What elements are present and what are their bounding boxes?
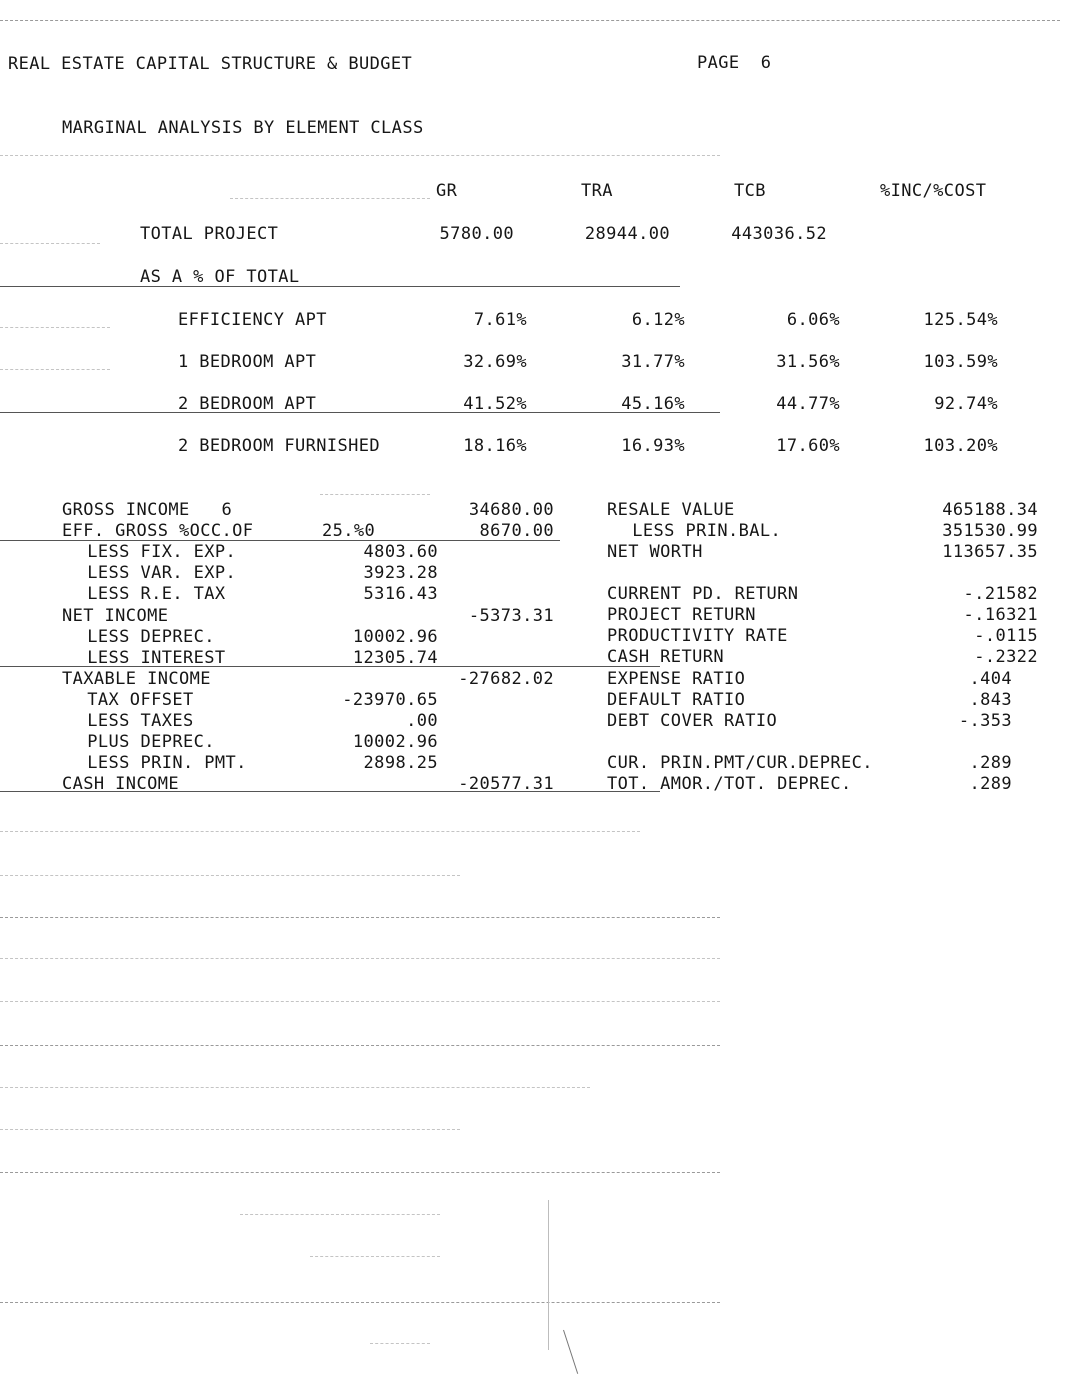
income-label: NET INCOME xyxy=(62,606,169,626)
income-label: TAXABLE INCOME xyxy=(62,669,211,689)
class-inc-cost: 103.20% xyxy=(923,436,998,456)
income-amount: .00 xyxy=(406,711,438,731)
total-project-label: TOTAL PROJECT xyxy=(140,224,279,244)
paper-rule xyxy=(320,494,430,495)
summary-label: DEFAULT RATIO xyxy=(607,690,746,710)
class-inc-cost: 92.74% xyxy=(934,394,998,414)
summary-value: 465188.34 xyxy=(942,500,1038,520)
income-amount: -23970.65 xyxy=(342,690,438,710)
paper-rule xyxy=(0,1172,720,1173)
income-total: 8670.00 xyxy=(479,521,554,541)
paper-rule xyxy=(0,1045,720,1046)
column-header-inc-cost: %INC/%COST xyxy=(880,181,987,201)
paper-rule xyxy=(0,1302,720,1303)
income-label: LESS PRIN. PMT. xyxy=(66,753,247,773)
summary-label: PROJECT RETURN xyxy=(607,605,756,625)
report-subtitle: MARGINAL ANALYSIS BY ELEMENT CLASS xyxy=(62,118,424,138)
total-project-gr: 5780.00 xyxy=(439,224,514,244)
paper-rule xyxy=(0,875,460,876)
class-label: EFFICIENCY APT xyxy=(178,310,327,330)
paper-rule xyxy=(0,1129,460,1130)
summary-value: 351530.99 xyxy=(942,521,1038,541)
income-amount: 12305.74 xyxy=(352,648,438,668)
class-tra-pct: 45.16% xyxy=(621,394,685,414)
paper-rule xyxy=(0,917,720,918)
class-tra-pct: 16.93% xyxy=(621,436,685,456)
summary-label: DEBT COVER RATIO xyxy=(607,711,778,731)
income-amount: 10002.96 xyxy=(352,732,438,752)
paper-rule xyxy=(0,1001,720,1002)
summary-value: .289 xyxy=(969,774,1012,794)
class-gr-pct: 18.16% xyxy=(463,436,527,456)
summary-value: -.16321 xyxy=(963,605,1038,625)
report-title: REAL ESTATE CAPITAL STRUCTURE & BUDGET xyxy=(8,54,413,74)
income-total: -27682.02 xyxy=(458,669,554,689)
summary-label: PRODUCTIVITY RATE xyxy=(607,626,788,646)
income-label: LESS DEPREC. xyxy=(66,627,215,647)
column-header-tcb: TCB xyxy=(734,181,766,201)
class-label: 2 BEDROOM FURNISHED xyxy=(178,436,381,456)
perforation-rule xyxy=(0,20,1060,21)
summary-value: -.353 xyxy=(958,711,1012,731)
page-number: PAGE 6 xyxy=(697,53,772,73)
summary-label: EXPENSE RATIO xyxy=(607,669,746,689)
percent-heading: AS A % OF TOTAL xyxy=(140,267,300,287)
column-header-gr: GR xyxy=(436,181,458,201)
paper-crease-mark xyxy=(548,1200,549,1350)
income-total: -5373.31 xyxy=(468,606,554,626)
paper-rule xyxy=(0,327,110,328)
class-inc-cost: 103.59% xyxy=(923,352,998,372)
summary-label: NET WORTH xyxy=(607,542,703,562)
income-label: GROSS INCOME 6 xyxy=(62,500,233,520)
income-label: EFF. GROSS %OCC.OF xyxy=(62,521,254,541)
class-tcb-pct: 31.56% xyxy=(776,352,840,372)
summary-value: -.0115 xyxy=(974,626,1038,646)
paper-rule xyxy=(240,1214,440,1215)
income-label: LESS FIX. EXP. xyxy=(66,542,237,562)
income-label: LESS TAXES xyxy=(66,711,194,731)
income-total: -20577.31 xyxy=(458,774,554,794)
summary-label: TOT. AMOR./TOT. DEPREC. xyxy=(607,774,852,794)
paper-rule xyxy=(0,1087,590,1088)
paper-rule xyxy=(0,369,110,370)
income-label: LESS INTEREST xyxy=(66,648,226,668)
class-gr-pct: 32.69% xyxy=(463,352,527,372)
class-gr-pct: 7.61% xyxy=(473,310,527,330)
income-amount: 2898.25 xyxy=(363,753,438,773)
income-amount: 5316.43 xyxy=(363,584,438,604)
income-amount: 10002.96 xyxy=(352,627,438,647)
class-tra-pct: 6.12% xyxy=(631,310,685,330)
summary-value: .843 xyxy=(969,690,1012,710)
income-label: PLUS DEPREC. xyxy=(66,732,215,752)
class-label: 2 BEDROOM APT xyxy=(178,394,317,414)
paper-crease-mark xyxy=(563,1330,578,1374)
income-amount: 3923.28 xyxy=(363,563,438,583)
income-amount: 4803.60 xyxy=(363,542,438,562)
paper-rule xyxy=(0,958,720,959)
summary-label: RESALE VALUE xyxy=(607,500,735,520)
total-project-tcb: 443036.52 xyxy=(731,224,827,244)
class-tcb-pct: 6.06% xyxy=(786,310,840,330)
income-total: 34680.00 xyxy=(468,500,554,520)
class-tcb-pct: 17.60% xyxy=(776,436,840,456)
summary-value: -.2322 xyxy=(974,647,1038,667)
summary-label: CASH RETURN xyxy=(607,647,724,667)
income-label: TAX OFFSET xyxy=(66,690,194,710)
paper-rule xyxy=(0,831,640,832)
summary-value: .404 xyxy=(969,669,1012,689)
summary-label: CUR. PRIN.PMT/CUR.DEPREC. xyxy=(607,753,873,773)
summary-value: .289 xyxy=(969,753,1012,773)
paper-rule xyxy=(230,198,430,199)
class-gr-pct: 41.52% xyxy=(463,394,527,414)
class-label: 1 BEDROOM APT xyxy=(178,352,317,372)
underline-rule xyxy=(0,286,680,287)
class-inc-cost: 125.54% xyxy=(923,310,998,330)
summary-label: CURRENT PD. RETURN xyxy=(607,584,799,604)
summary-value: 113657.35 xyxy=(942,542,1038,562)
paper-rule xyxy=(0,155,720,156)
total-project-tra: 28944.00 xyxy=(584,224,670,244)
class-tcb-pct: 44.77% xyxy=(776,394,840,414)
paper-rule xyxy=(310,1256,440,1257)
class-tra-pct: 31.77% xyxy=(621,352,685,372)
income-label: CASH INCOME xyxy=(62,774,179,794)
occupancy-rate: 25.%0 xyxy=(322,521,376,541)
paper-rule xyxy=(370,1343,430,1344)
income-label: LESS VAR. EXP. xyxy=(66,563,237,583)
column-header-tra: TRA xyxy=(581,181,613,201)
paper-rule xyxy=(0,243,100,244)
summary-label: LESS PRIN.BAL. xyxy=(611,521,782,541)
income-label: LESS R.E. TAX xyxy=(66,584,226,604)
summary-value: -.21582 xyxy=(963,584,1038,604)
